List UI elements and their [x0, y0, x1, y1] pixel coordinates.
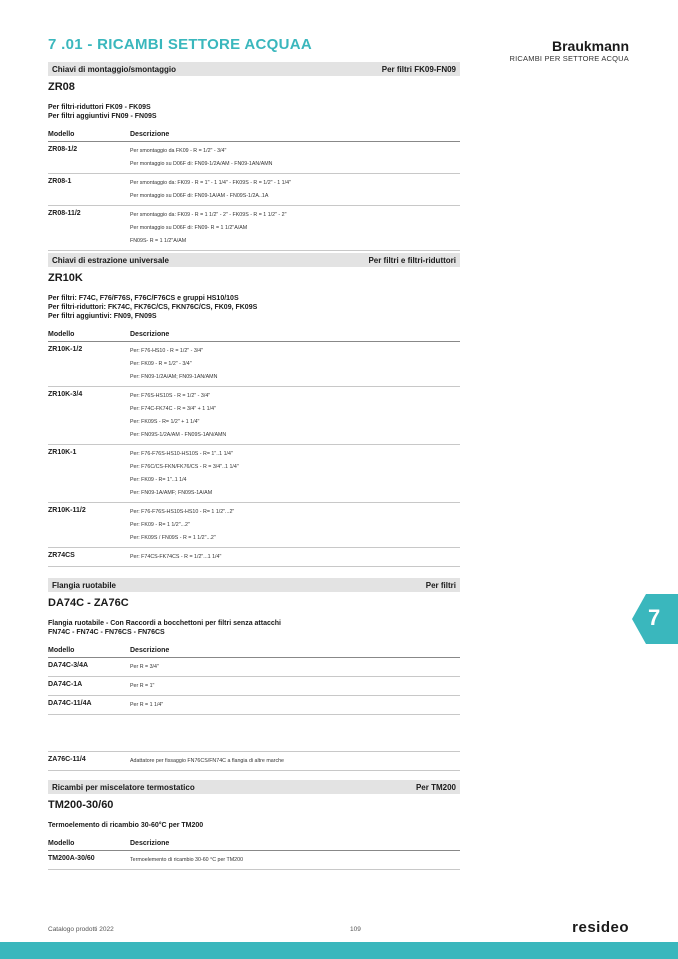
- section-applicability: Per filtri: [425, 580, 456, 590]
- product-code: TM200-30/60: [48, 799, 114, 811]
- table-row: [48, 851, 460, 870]
- table-row: [48, 503, 460, 548]
- column-header-model: Modello: [48, 647, 75, 654]
- section-category: Flangia ruotabile: [52, 580, 117, 590]
- description-line: Per: F76-F76S-HS10S-HS10 - R= 1 1/2"...2": [130, 509, 235, 515]
- description-line: Per smontaggio da FK09 - R = 1/2" - 3/4": [130, 148, 227, 154]
- description-cell: [130, 390, 460, 442]
- description-cell: [130, 551, 460, 564]
- description-cell: [130, 177, 460, 203]
- description-line: Per: F76S-HS10S - R = 1/2" - 3/4": [130, 393, 211, 399]
- description-line: Per: F74C-FK74C - R = 3/4" + 1 1/4": [130, 406, 216, 412]
- resideo-logo: resideo: [572, 919, 629, 936]
- description-line: Per smontaggio da: FK09 - R = 1" - 1 1/4" - FK09S - R = 1/2" - 1 1/4": [130, 180, 291, 186]
- description-line: Per filtri-riduttori FK09 - FK09S: [48, 104, 151, 111]
- description-line: Termoelemento di ricambio 30-60°C per TM200: [48, 822, 204, 829]
- section-chiavi-montaggio: [48, 62, 460, 251]
- column-header-model: Modello: [48, 840, 75, 847]
- description-line: Per R = 1": [130, 683, 155, 689]
- section-applicability: Per filtri e filtri-riduttori: [368, 255, 456, 265]
- description-line: Per: F74CS-FK74CS - R = 1/2"...1 1/4": [130, 554, 222, 560]
- model-cell: DA74C-1A: [48, 681, 83, 688]
- product-description: [48, 294, 460, 321]
- description-line: Per: FN09-1/2A/AM; FN09-1AN/AMN: [130, 374, 218, 380]
- description-cell: [130, 854, 460, 867]
- page-number: 109: [350, 926, 361, 933]
- brand-name: Braukmann: [551, 38, 629, 54]
- description-line: Per: F76-HS10 - R = 1/2" - 3/4": [130, 348, 204, 354]
- description-line: Per montaggio su D06F di: FN09-1A/AM - FN09S-1/2A..1A: [130, 193, 269, 199]
- description-line: Per: FK09 - R= 1 1/2"...2": [130, 522, 190, 528]
- model-cell: ZR10K-1/2: [48, 346, 83, 353]
- description-cell: [130, 699, 460, 712]
- section-flangia-ruotabile: [48, 578, 460, 771]
- table-row: [48, 174, 460, 206]
- description-cell: [130, 506, 460, 545]
- model-cell: ZR08-1/2: [48, 146, 78, 153]
- section-category: Ricambi per miscelatore termostatico: [52, 782, 195, 792]
- description-line: Per: FK09S / FN09S - R = 1 1/2"...2": [130, 535, 216, 541]
- description-line: Per: F76-F76S-HS10-HS10S - R= 1"..1 1/4": [130, 451, 233, 457]
- table-header: [48, 647, 460, 658]
- table-row: [48, 342, 460, 387]
- chapter-tab[interactable]: [632, 594, 678, 644]
- model-cell: ZR08-1: [48, 178, 72, 185]
- model-cell: ZR10K-11/2: [48, 507, 86, 514]
- footer-color-band: [0, 942, 678, 959]
- model-cell: DA74C-3/4A: [48, 662, 89, 669]
- table-row: [48, 696, 460, 715]
- description-line: Flangia ruotabile - Con Raccordi a bocchettoni per filtri senza attacchi: [48, 620, 281, 627]
- brand-block: [510, 38, 629, 63]
- description-line: Per R = 1 1/4": [130, 702, 164, 708]
- table-row: [48, 142, 460, 174]
- column-header-description: Descrizione: [130, 840, 170, 847]
- section-chiavi-estrazione: [48, 253, 460, 567]
- table-header: [48, 331, 460, 342]
- description-line: Per montaggio su D06F di: FN09- R = 1 1/2"A/AM: [130, 225, 248, 231]
- description-line: Per montaggio su D06F di: FN09-1/2A/AM - FN09-1AN/AMN: [130, 161, 273, 167]
- column-header-description: Descrizione: [130, 647, 170, 654]
- description-cell: [130, 209, 460, 248]
- model-cell: ZA76C-11/4: [48, 756, 86, 763]
- description-line: Per: FK09 - R = 1/2" - 3/4": [130, 361, 192, 367]
- section-category: Chiavi di estrazione universale: [52, 255, 169, 265]
- section-header-bar: [48, 780, 460, 794]
- description-line: Termoelemento di ricambio 30-60 °C per TM200: [130, 857, 244, 863]
- column-header-model: Modello: [48, 131, 75, 138]
- description-line: Per: FN09-1A/AMF; FN09S-1A/AM: [130, 490, 213, 496]
- product-code: DA74C - ZA76C: [48, 597, 129, 609]
- table-row: [48, 751, 460, 771]
- table-row: [48, 387, 460, 445]
- section-applicability: Per filtri FK09-FN09: [381, 64, 456, 74]
- section-header-bar: [48, 578, 460, 592]
- model-cell: DA74C-11/4A: [48, 700, 92, 707]
- table-row: [48, 658, 460, 677]
- footer-catalog: Catalogo prodotti 2022: [48, 926, 114, 933]
- product-description: [48, 103, 460, 121]
- description-line: Per smontaggio da: FK09 - R = 1 1/2" - 2" - FK09S - R = 1 1/2" - 2": [130, 212, 287, 218]
- description-line: Per R = 3/4": [130, 664, 159, 670]
- description-line: Per filtri-riduttori: FK74C, FK76C/CS, FKN76C/CS, FK09, FK09S: [48, 304, 258, 311]
- description-line: Per: FK09 - R= 1"..1 1/4: [130, 477, 187, 483]
- section-header-bar: [48, 62, 460, 76]
- chapter-number: 7: [648, 605, 661, 630]
- product-code: ZR08: [48, 81, 75, 93]
- section-category: Chiavi di montaggio/smontaggio: [52, 64, 176, 74]
- product-code: ZR10K: [48, 272, 83, 284]
- model-cell: ZR08-11/2: [48, 210, 81, 217]
- product-description: [48, 821, 460, 830]
- description-line: Per filtri: F74C, F76/F76S, F76C/F76CS e gruppi HS10/10S: [48, 295, 239, 302]
- table-row: [48, 677, 460, 696]
- description-cell: [130, 661, 460, 674]
- model-cell: ZR74CS: [48, 552, 75, 559]
- description-cell: [130, 755, 460, 768]
- model-cell: TM200A-30/60: [48, 855, 95, 862]
- description-cell: [130, 145, 460, 171]
- description-cell: [130, 345, 460, 384]
- column-header-model: Modello: [48, 331, 75, 338]
- page-title: 7 .01 - RICAMBI SETTORE ACQUAA: [48, 36, 313, 53]
- description-line: Per: F76C/CS-FKN/FK76/CS - R = 3/4"..1 1/4": [130, 464, 239, 470]
- description-line: Adattatore per fissaggio FN76CS/FN74C a flangia di altre marche: [130, 758, 284, 764]
- description-line: Per: FN09S-1/2A/AM - FN09S-1AN/AMN: [130, 432, 227, 438]
- table-row: [48, 548, 460, 567]
- model-cell: ZR10K-3/4: [48, 391, 83, 398]
- product-description: [48, 619, 460, 637]
- column-header-description: Descrizione: [130, 131, 170, 138]
- table-row: [48, 206, 460, 251]
- section-applicability: Per TM200: [415, 782, 456, 792]
- table-spacer: [48, 715, 460, 751]
- description-cell: [130, 680, 460, 693]
- section-header-bar: [48, 253, 460, 267]
- table-row: [48, 445, 460, 503]
- description-cell: [130, 448, 460, 500]
- description-line: Per filtri aggiuntivi: FN09, FN09S: [48, 313, 157, 320]
- description-line: FN09S- R = 1 1/2"A/AM: [130, 238, 187, 244]
- description-line: Per filtri aggiuntivi FN09 - FN09S: [48, 113, 157, 120]
- section-ricambi-miscelatore: [48, 780, 460, 870]
- description-line: FN74C - FN74C - FN76CS - FN76CS: [48, 629, 165, 636]
- description-line: Per: FK09S - R= 1/2" + 1 1/4": [130, 419, 200, 425]
- table-header: [48, 840, 460, 851]
- column-header-description: Descrizione: [130, 331, 170, 338]
- table-header: [48, 131, 460, 142]
- model-cell: ZR10K-1: [48, 449, 77, 456]
- brand-subtitle: RICAMBI PER SETTORE ACQUA: [509, 54, 629, 63]
